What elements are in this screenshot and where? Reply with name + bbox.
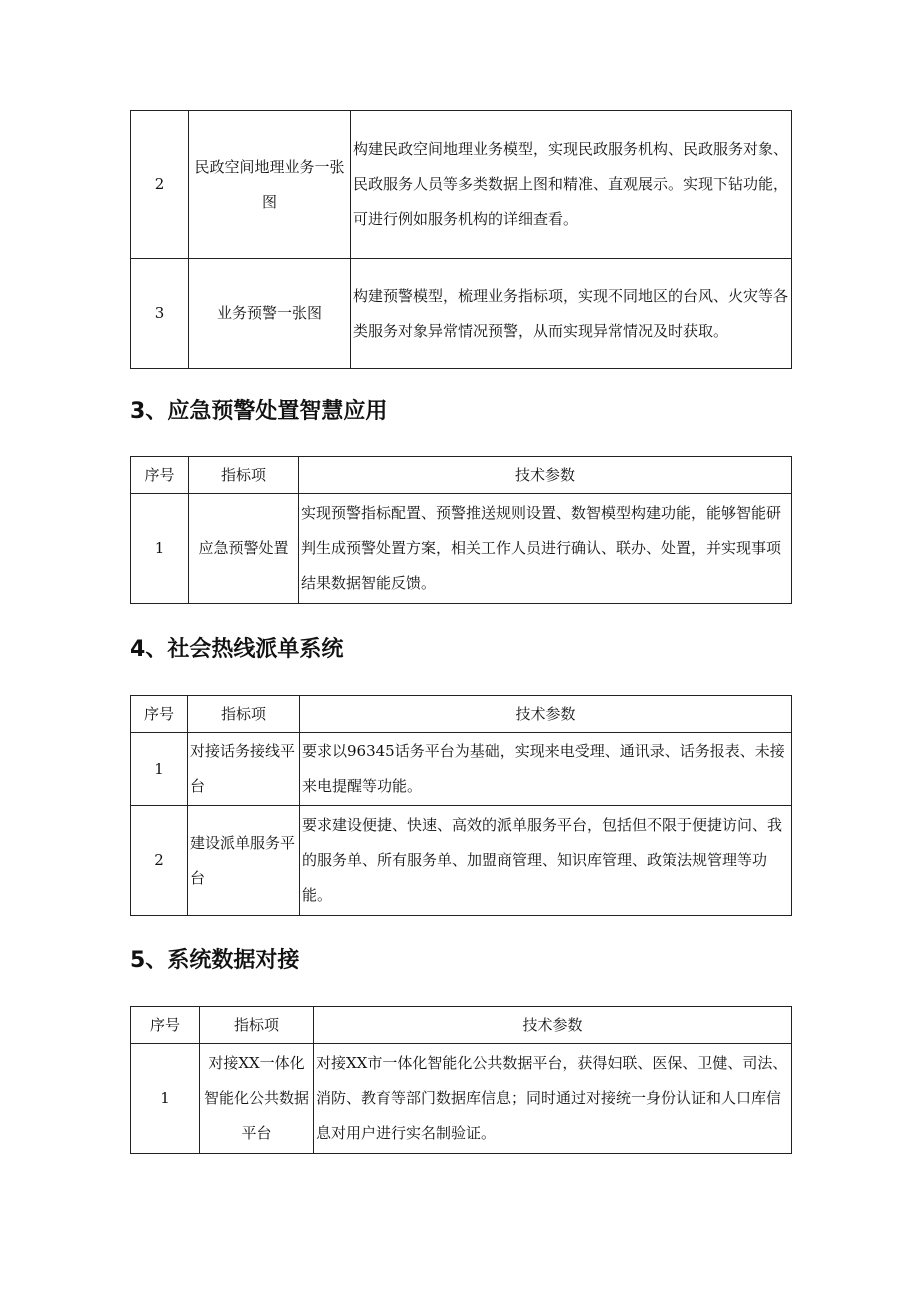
row-number: 1 (131, 733, 188, 806)
table-row (131, 806, 792, 916)
header-parameter: 技术参数 (299, 457, 792, 494)
technical-parameter: 要求建设便捷、快速、高效的派单服务平台，包括但不限于便捷访问、我的服务单、所有服务单、加盟商管理、知识库管理、政策法规管理等功能。 (300, 806, 792, 916)
table-row (131, 733, 792, 806)
header-item: 指标项 (189, 457, 299, 494)
technical-parameter: 要求以96345话务平台为基础，实现来电受理、通讯录、话务报表、未接来电提醒等功能。 (300, 733, 792, 806)
section-number: 4 (130, 637, 146, 662)
indicator-item: 建设派单服务平台 (188, 806, 300, 916)
table-header-row (131, 457, 792, 494)
header-number: 序号 (131, 1007, 200, 1044)
indicator-item: 应急预警处置 (189, 494, 299, 604)
table-row (131, 1044, 792, 1154)
section-title: 、系统数据对接 (145, 948, 300, 973)
section-heading (130, 946, 299, 976)
indicator-item: 对接话务接线平台 (188, 733, 300, 806)
section3-table (130, 456, 792, 604)
header-parameter: 技术参数 (300, 696, 792, 733)
indicator-item: 业务预警一张图 (189, 259, 351, 369)
table-row (131, 259, 792, 369)
table-continued (130, 110, 792, 369)
section-number: 3 (130, 399, 146, 424)
table-row (131, 494, 792, 604)
technical-parameter: 对接XX市一体化智能化公共数据平台，获得妇联、医保、卫健、司法、消防、教育等部门数据库信息；同时通过对接统一身份认证和人口库信息对用户进行实名制验证。 (314, 1044, 792, 1154)
row-number: 1 (131, 1044, 200, 1154)
table-row (131, 111, 792, 259)
section-number: 5 (130, 948, 146, 973)
section5-table (130, 1006, 792, 1154)
header-number: 序号 (131, 457, 189, 494)
technical-parameter: 构建民政空间地理业务模型，实现民政服务机构、民政服务对象、民政服务人员等多类数据上图和精准、直观展示。实现下钻功能，可进行例如服务机构的详细查看。 (351, 111, 792, 259)
row-number: 2 (131, 111, 189, 259)
header-number: 序号 (131, 696, 188, 733)
row-number: 3 (131, 259, 189, 369)
header-item: 指标项 (188, 696, 300, 733)
table-header-row (131, 696, 792, 733)
section-heading (130, 635, 343, 665)
header-parameter: 技术参数 (314, 1007, 792, 1044)
indicator-item: 民政空间地理业务一张图 (189, 111, 351, 259)
row-number: 2 (131, 806, 188, 916)
row-number: 1 (131, 494, 189, 604)
section4-table (130, 695, 792, 916)
section-title: 、社会热线派单系统 (145, 637, 344, 662)
technical-parameter: 构建预警模型，梳理业务指标项，实现不同地区的台风、火灾等各类服务对象异常情况预警，从而实现异常情况及时获取。 (351, 259, 792, 369)
section-title: 、应急预警处置智慧应用 (145, 399, 388, 424)
technical-parameter: 实现预警指标配置、预警推送规则设置、数智模型构建功能，能够智能研判生成预警处置方案，相关工作人员进行确认、联办、处置，并实现事项结果数据智能反馈。 (299, 494, 792, 604)
section-heading (130, 397, 387, 427)
indicator-item: 对接XX一体化智能化公共数据平台 (200, 1044, 314, 1154)
table-header-row (131, 1007, 792, 1044)
header-item: 指标项 (200, 1007, 314, 1044)
